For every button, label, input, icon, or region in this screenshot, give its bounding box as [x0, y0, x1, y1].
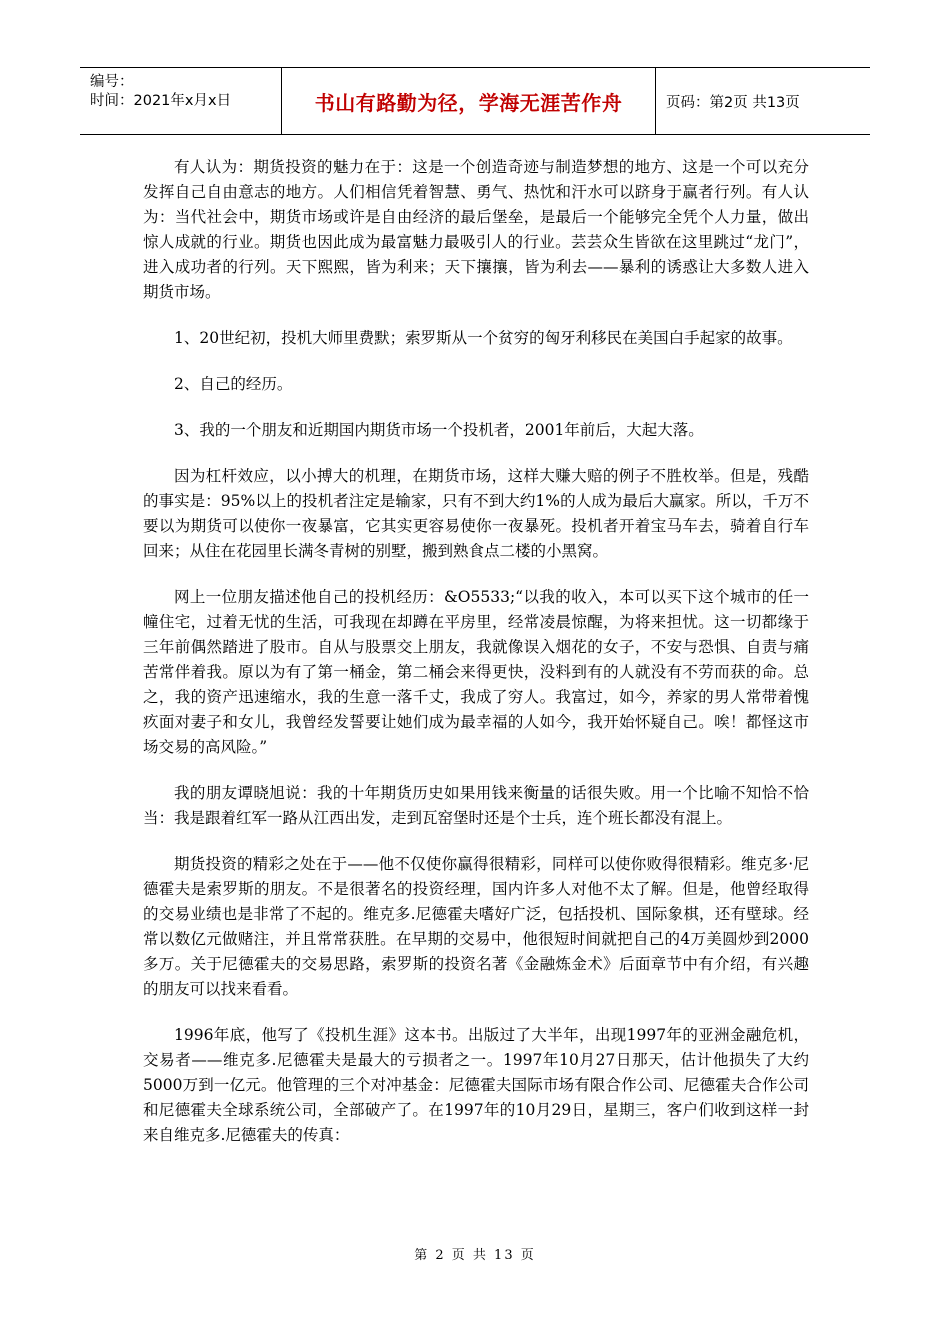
header-page-number: 页码：第2页 共13页 — [666, 94, 800, 111]
header-motto: 书山有路勤为径，学海无涯苦作舟 — [282, 68, 656, 134]
paragraph: 我的朋友谭晓旭说：我的十年期货历史如果用钱来衡量的话很失败。用一个比喻不知恰不恰当：我是跟着红军一路从江西出发，走到瓦窑堡时还是个士兵，连个班长都没有混上。 — [143, 784, 809, 827]
document-number: 编号： — [90, 74, 134, 90]
paragraph: 因为杠杆效应，以小搏大的机理，在期货市场，这样大赚大赔的例子不胜枚举。但是，残酷的事实是：95%以上的投机者注定是输家，只有不到大约1%的人成为最后大赢家。所以，千万不要以为期货可以使你一夜暴富，它其实更容易使你一夜暴死。投机者开着宝马车去，骑着自行车回来；从住在花园里长满冬青树的别墅，搬到熟食点二楼的小黑窝。 — [143, 467, 809, 560]
paragraph: 有人认为：期货投资的魅力在于：这是一个创造奇迹与制造梦想的地方、这是一个可以充分发挥自己自由意志的地方。人们相信凭着智慧、勇气、热忱和汗水可以跻身于赢者行列。有人认为：当代社会中，期货市场或许是自由经济的最后堡垒，是最后一个能够完全凭个人力量，做出惊人成就的行业。期货也因此成为最富魅力最吸引人的行业。芸芸众生皆欲在这里跳过“龙门”，进入成功者的行列。天下熙熙，皆为利来；天下攘攘，皆为利去——暴利的诱惑让大多数人进入期货市场。 — [143, 158, 809, 301]
page-footer: 第 2 页 共 13 页 — [414, 1248, 536, 1263]
paragraph: 1、20世纪初，投机大师里费默；索罗斯从一个贫穷的匈牙利移民在美国白手起家的故事。 — [174, 329, 793, 347]
document-body — [143, 155, 809, 1169]
paragraph: 2、自己的经历。 — [174, 375, 293, 393]
paragraph: 期货投资的精彩之处在于——他不仅使你赢得很精彩，同样可以使你败得很精彩。维克多·尼德霍夫是索罗斯的朋友。不是很著名的投资经理，国内许多人对他不太了解。但是，他曾经取得的交易业绩也是非常了不起的。维克多.尼德霍夫嗜好广泛，包括投机、国际象棋，还有壁球。经常以数亿元做赌注，并且常常获胜。在早期的交易中，他很短时间就把自己的4万美圆炒到2000多万。关于尼德霍夫的交易思路，索罗斯的投资名著《金融炼金术》后面章节中有介绍，有兴趣的朋友可以找来看看。 — [143, 855, 809, 998]
header-info-cell — [80, 68, 282, 134]
paragraph: 3、我的一个朋友和近期国内期货市场一个投机者，2001年前后，大起大落。 — [174, 421, 704, 439]
document-date: 时间：2021年x月x日 — [90, 93, 232, 109]
page-header — [80, 67, 870, 135]
paragraph: 1996年底，他写了《投机生涯》这本书。出版过了大半年，出现1997年的亚洲金融危机，交易者——维克多.尼德霍夫是最大的亏损者之一。1997年10月27日那天，估计他损失了大约5000万到一亿元。他管理的三个对冲基金：尼德霍夫国际市场有限合作公司、尼德霍夫合作公司和尼德霍夫全球系统公司，全部破产了。在1997年的10月29日，星期三，客户们收到这样一封来自维克多.尼德霍夫的传真： — [143, 1026, 809, 1144]
paragraph: 网上一位朋友描述他自己的投机经历：&O5533;“以我的收入，本可以买下这个城市的任一幢住宅，过着无忧的生活，可我现在却蹲在平房里，经常凌晨惊醒，为将来担忧。这一切都缘于三年前偶然踏进了股市。自从与股票交上朋友，我就像误入烟花的女子，不安与恐惧、自责与痛苦常伴着我。原以为有了第一桶金，第二桶会来得更快，没料到有的人就没有不劳而获的命。总之，我的资产迅速缩水，我的生意一落千丈，我成了穷人。我富过，如今，养家的男人常带着愧疚面对妻子和女儿，我曾经发誓要让她们成为最幸福的人如今，我开始怀疑自己。唉！都怪这市场交易的高风险。” — [143, 588, 809, 756]
